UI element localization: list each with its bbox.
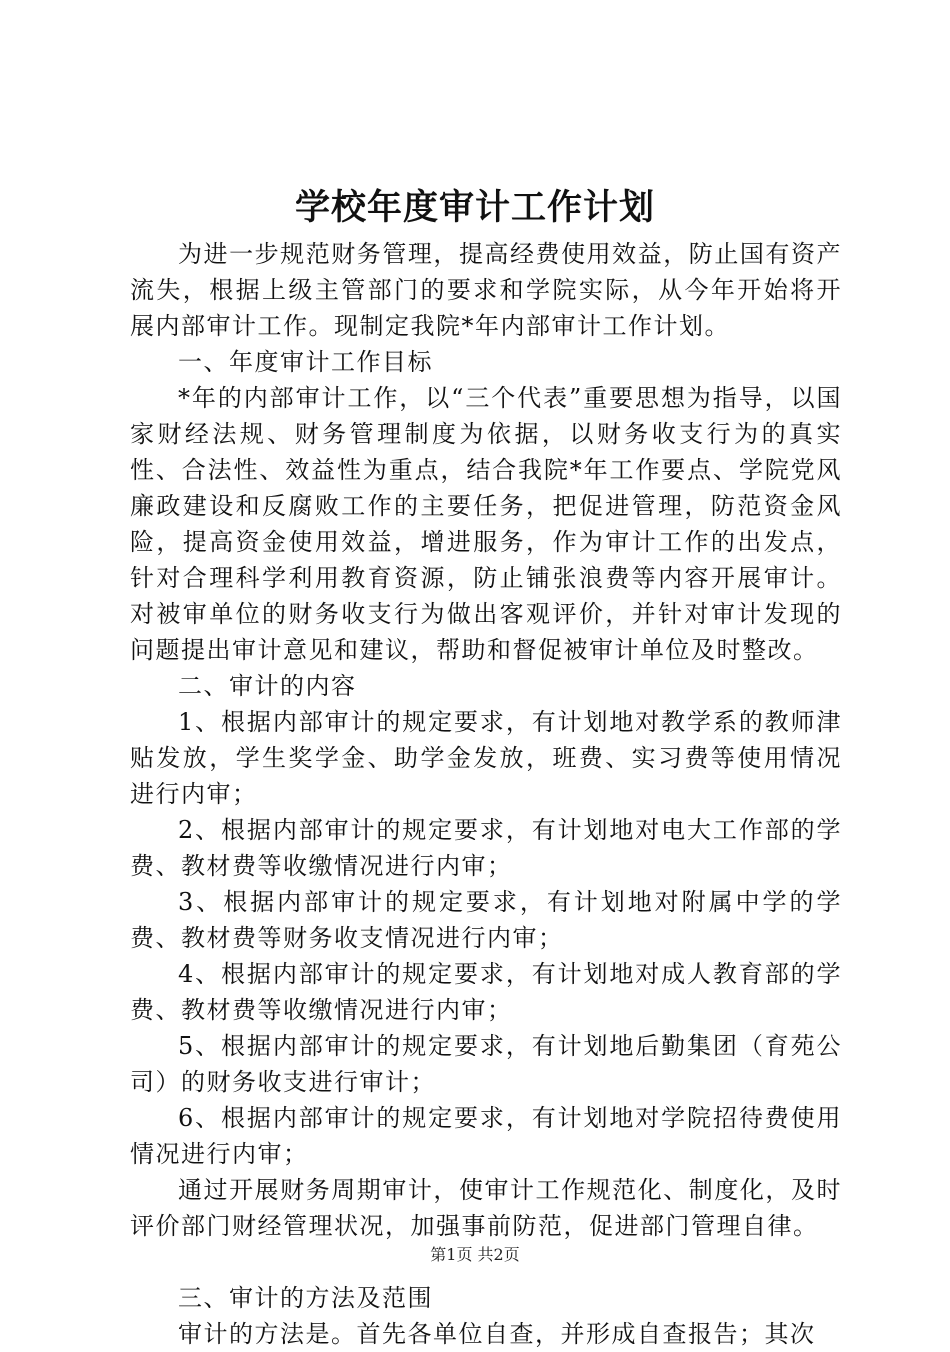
section-heading-content: 二、审计的内容 — [178, 672, 357, 700]
document-body — [130, 236, 842, 1352]
content-item-1: 1、根据内部审计的规定要求，有计划地对教学系的教师津贴发放，学生奖学金、助学金发放，班费、实习费等使用情况进行内审； — [130, 708, 842, 808]
content-item-2: 2、根据内部审计的规定要求，有计划地对电大工作部的学费、教材费等收缴情况进行内审； — [130, 816, 842, 880]
content-item-3: 3、根据内部审计的规定要求，有计划地对附属中学的学费、教材费等财务收支情况进行内审； — [130, 888, 842, 952]
section-heading-methods: 三、审计的方法及范围 — [178, 1284, 433, 1312]
summary-paragraph: 通过开展财务周期审计，使审计工作规范化、制度化，及时评价部门财经管理状况，加强事前防范，促进部门管理自律。 — [130, 1176, 842, 1240]
document-title: 学校年度审计工作计划 — [294, 187, 655, 228]
intro-paragraph: 为进一步规范财务管理，提高经费使用效益，防止国有资产流失，根据上级主管部门的要求和学院实际，从今年开始将开展内部审计工作。现制定我院*年内部审计工作计划。 — [130, 240, 842, 340]
content-item-4: 4、根据内部审计的规定要求，有计划地对成人教育部的学费、教材费等收缴情况进行内审； — [130, 960, 842, 1024]
content-item-5: 5、根据内部审计的规定要求，有计划地后勤集团（育苑公司）的财务收支进行审计； — [130, 1032, 842, 1096]
section-heading-goals: 一、年度审计工作目标 — [178, 348, 433, 376]
content-item-6: 6、根据内部审计的规定要求，有计划地对学院招待费使用情况进行内审； — [130, 1104, 842, 1168]
methods-paragraph: 审计的方法是。首先各单位自查，并形成自查报告；其次 — [178, 1320, 816, 1348]
page-number-footer: 第1页 共2页 — [430, 1245, 520, 1264]
goals-paragraph: *年的内部审计工作，以“三个代表”重要思想为指导，以国家财经法规、财务管理制度为依据，以财务收支行为的真实性、合法性、效益性为重点，结合我院*年工作要点、学院党风廉政建设和反腐败工作的主要任务，把促进管理，防范资金风险，提高资金使用效益，增进服务，作为审计工作的出发点，针对合理科学利用教育资源，防止铺张浪费等内容开展审计。对被审单位的财务收支行为做出客观评价，并针对审计发现的问题提出审计意见和建议，帮助和督促被审计单位及时整改。 — [130, 384, 842, 664]
